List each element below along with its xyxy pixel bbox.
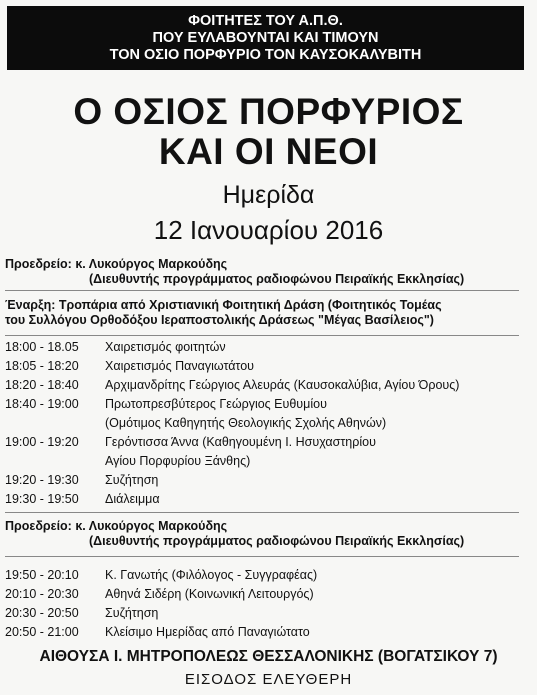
presidium-2-name: Προεδρείο: κ. Λυκούργος Μαρκούδης xyxy=(5,519,228,533)
divider xyxy=(5,290,519,291)
row-time: 20:50 - 21:00 xyxy=(5,624,79,639)
row-desc: Πρωτοπρεσβύτερος Γεώργιος Ευθυμίου xyxy=(105,396,327,411)
schedule-row xyxy=(5,470,525,489)
row-desc: Χαιρετισμός Παναγιωτάτου xyxy=(105,358,254,373)
schedule-row xyxy=(5,622,525,641)
header-banner xyxy=(7,6,524,70)
row-desc: Αθηνά Σιδέρη (Κοινωνική Λειτουργός) xyxy=(105,586,314,601)
main-title-line-1: Ο ΟΣΙΟΣ ΠΟΡΦΥΡΙΟΣ xyxy=(73,91,464,132)
divider xyxy=(5,512,519,513)
schedule-row xyxy=(5,584,525,603)
event-date: 12 Ιανουαρίου 2016 xyxy=(153,215,384,245)
row-time: 20:10 - 20:30 xyxy=(5,586,79,601)
banner-line-1: ΦΟΙΤΗΤΕΣ ΤΟΥ Α.Π.Θ. xyxy=(188,12,343,29)
schedule-row xyxy=(5,603,525,622)
schedule-row xyxy=(5,413,525,432)
divider xyxy=(5,335,519,336)
row-desc: (Ομότιμος Καθηγητής Θεολογικής Σχολής Αθηνών) xyxy=(105,415,387,430)
schedule-row xyxy=(5,394,525,413)
schedule-row xyxy=(5,375,525,394)
opening-line-1: Έναρξη: Τροπάρια από Χριστιανική Φοιτητική Δράση (Φοιτητικός Τομέας xyxy=(5,298,442,312)
presidium-1 xyxy=(5,257,464,287)
opening xyxy=(5,298,442,328)
schedule-row xyxy=(5,432,525,451)
row-desc: Χαιρετισμός φοιτητών xyxy=(105,339,226,354)
row-time: 20:30 - 20:50 xyxy=(5,605,79,620)
opening-line-2: του Συλλόγου Ορθοδόξου Ιεραποστολικής Δράσεως "Μέγας Βασίλειος") xyxy=(5,313,434,327)
row-time: 18:00 - 18.05 xyxy=(5,339,79,354)
row-desc: Κλείσιμο Ημερίδας από Παναγιώτατο xyxy=(105,624,310,639)
schedule-row xyxy=(5,356,525,375)
row-desc: Συζήτηση xyxy=(105,472,159,487)
banner-line-2: ΠΟΥ ΕΥΛΑΒΟΥΝΤΑΙ ΚΑΙ ΤΙΜΟΥΝ xyxy=(152,29,379,46)
event-type: Ημερίδα xyxy=(222,181,315,209)
row-time: 18:20 - 18:40 xyxy=(5,377,79,392)
presidium-1-name: Προεδρείο: κ. Λυκούργος Μαρκούδης xyxy=(5,257,228,271)
schedule-1 xyxy=(5,337,525,508)
schedule-row xyxy=(5,489,525,508)
presidium-1-role: (Διευθυντής προγράμματος ραδιοφώνου Πειραϊκής Εκκλησίας) xyxy=(89,272,465,286)
schedule-2 xyxy=(5,565,525,641)
row-time: 19:20 - 19:30 xyxy=(5,472,79,487)
divider xyxy=(5,556,519,557)
row-time: 18:40 - 19:00 xyxy=(5,396,79,411)
schedule-row xyxy=(5,451,525,470)
row-time: 19:00 - 19:20 xyxy=(5,434,79,449)
row-time: 19:30 - 19:50 xyxy=(5,491,79,506)
row-desc: Αγίου Πορφυρίου Ξάνθης) xyxy=(105,453,251,468)
row-desc: Συζήτηση xyxy=(105,605,159,620)
banner-line-3: ΤΟΝ ΟΣΙΟ ΠΟΡΦΥΡΙΟ ΤΟΝ ΚΑΥΣΟΚΑΛΥΒΙΤΗ xyxy=(109,46,422,63)
presidium-2 xyxy=(5,519,464,549)
presidium-2-role: (Διευθυντής προγράμματος ραδιοφώνου Πειραϊκής Εκκλησίας) xyxy=(89,534,465,548)
row-desc: Αρχιμανδρίτης Γεώργιος Αλευράς (Καυσοκαλύβια, Αγίου Όρους) xyxy=(105,377,460,392)
schedule-row xyxy=(5,337,525,356)
free-entry: ΕΙΣΟΔΟΣ ΕΛΕΥΘΕΡΗ xyxy=(184,671,353,688)
row-desc: Γερόντισσα Άννα (Καθηγουμένη Ι. Ησυχαστηρίου xyxy=(105,434,376,449)
main-title-line-2: ΚΑΙ ΟΙ ΝΕΟΙ xyxy=(158,131,379,172)
row-time: 18:05 - 18:20 xyxy=(5,358,79,373)
row-desc: Διάλειμμα xyxy=(105,491,160,506)
row-time: 19:50 - 20:10 xyxy=(5,567,79,582)
venue: ΑΙΘΟΥΣΑ Ι. ΜΗΤΡΟΠΟΛΕΩΣ ΘΕΣΣΑΛΟΝΙΚΗΣ (ΒΟΓΑΤΣΙΚΟΥ 7) xyxy=(39,648,498,665)
row-desc: Κ. Γανωτής (Φιλόλογος - Συγγραφέας) xyxy=(105,567,318,582)
schedule-row xyxy=(5,565,525,584)
